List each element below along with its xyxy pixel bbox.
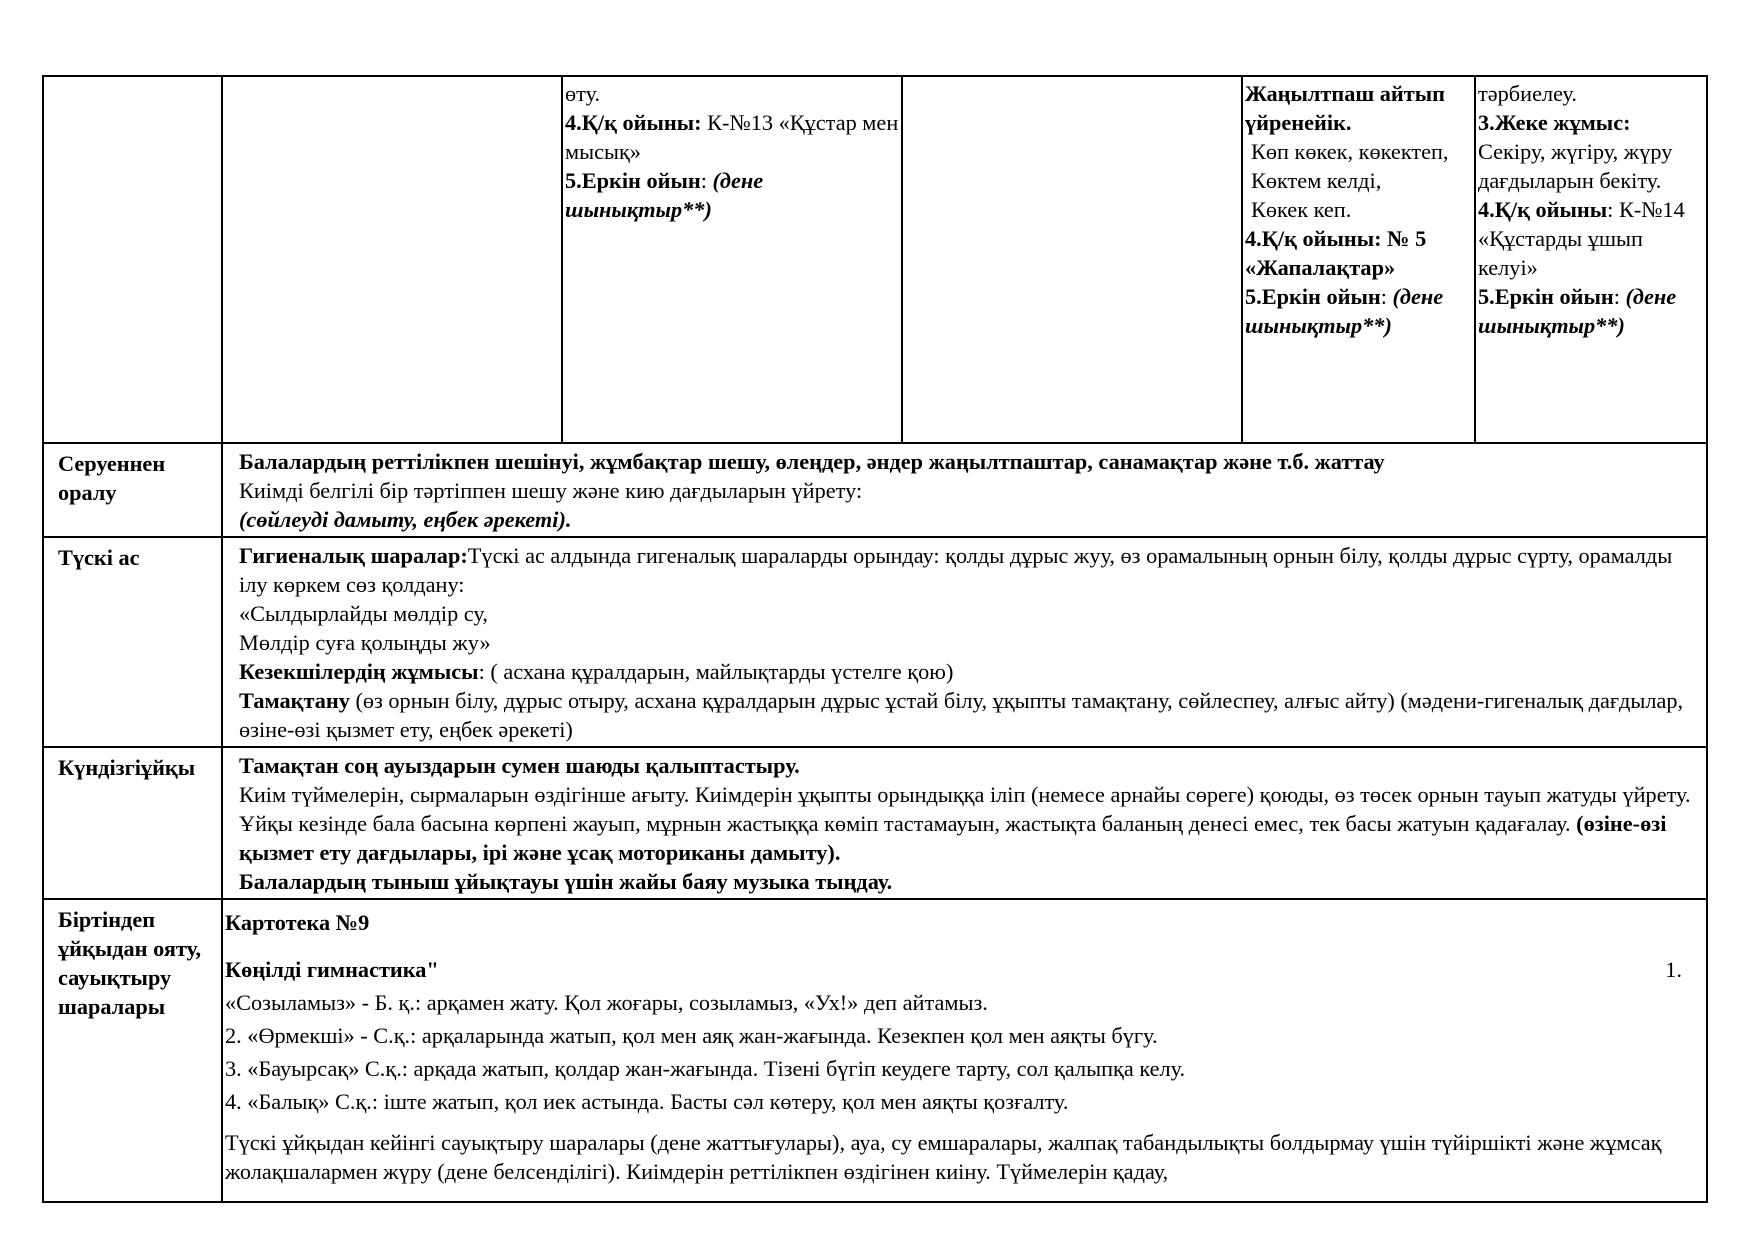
- exercise-item: «Созыламыз» - Б. қ.: арқамен жату. Қол жоғары, созыламыз, «Ух!» деп айтамыз.: [225, 990, 988, 1015]
- game-text: К-№13 «Құстар мен мысық»: [565, 110, 899, 164]
- duty-paragraph: Кезекшілердің жұмысы: ( асхана құралдарын, майлықтарды үстелге қою): [239, 659, 954, 684]
- day-cell-2: [562, 76, 902, 443]
- verse-line: «Сылдырлайды мөлдір су,: [239, 601, 488, 626]
- row-label: Түскі ас: [43, 537, 222, 747]
- card-title: Картотека №9: [225, 910, 370, 935]
- game-line: 4.Қ/қ ойыны: № 5 «Жапалақтар»: [1245, 226, 1427, 280]
- free-play-label: 5.Еркін ойын: [565, 168, 701, 193]
- eating-label: Тамақтану: [239, 688, 350, 713]
- row-content: [222, 747, 1707, 899]
- game-line: [565, 108, 899, 166]
- wake-row: [43, 899, 1707, 1202]
- row-content: [222, 443, 1707, 537]
- poem-line: Көкек кеп.: [1251, 197, 1352, 222]
- game-line: 4.Қ/қ ойыны: К-№14 «Құстарды ұшып келуі»: [1478, 197, 1685, 280]
- exercise-item: 2. «Өрмекші» - С.қ.: арқаларында жатып, қол мен аяқ жан-жағында. Кезекпен қол мен аяқты бүгу.: [225, 1023, 1158, 1048]
- individual-work-label: 3.Жеке жұмыс:: [1478, 110, 1631, 135]
- daily-plan-table: [42, 75, 1708, 1203]
- hygiene-label: Гигиеналық шаралар:: [239, 543, 468, 568]
- free-play-note: (дене шынықтыр**): [565, 168, 764, 222]
- lunch-row: [43, 537, 1707, 747]
- row-content: [222, 537, 1707, 747]
- free-play-note: (дене шынықтыр**): [1245, 284, 1444, 338]
- row-label: Күндізгіұйқы: [43, 747, 222, 899]
- row-content: [222, 899, 1707, 1202]
- day-cell-5: [1475, 76, 1707, 443]
- free-play-note: (дене шынықтыр**): [1478, 284, 1677, 338]
- nap-row: [43, 747, 1707, 899]
- text-line: тәрбиелеу.: [1478, 81, 1577, 106]
- verse-line: Мөлдір суға қолыңды жу»: [239, 630, 491, 655]
- eating-paragraph: Тамақтану (өз орнын білу, дұрыс отыру, асхана құралдарын дұрыс ұстай білу, ұқыпты тамақтану, сөйлеспеу, алғыс айту) (мәдени-гигеналық дағдылар, өзіне-өзі қызмет ету, еңбек әрекеті): [239, 688, 1684, 742]
- free-play-line: 5.Еркін ойын: (дене шынықтыр**): [565, 168, 764, 222]
- exercise-title: Көңілді гимнастика": [225, 957, 439, 982]
- poem-line: Көктем келді,: [1251, 168, 1382, 193]
- row-label: Біртіндеп ұйқыдан ояту, сауықтыру шаралары: [43, 899, 222, 1202]
- game-label: 4.Қ/қ ойыны:: [565, 110, 702, 135]
- poem-line: Көп көкек, көкектеп,: [1251, 139, 1449, 164]
- bold-line: Балалардың реттілікпен шешінуі, жұмбақтар шешу, өлеңдер, әндер жаңылтпаштар, санамақтар және т.б. жаттау: [239, 449, 1385, 474]
- hygiene-paragraph: Гигиеналық шаралар:Түскі ас алдында гигеналық шараларды орындау: қолды дұрыс жуу, өз орамалының орнын білу, қолды дұрыс сүрту, орамалды ілу көркем сөз қолдану:: [239, 543, 1673, 597]
- day-cell-1: [222, 76, 562, 443]
- row-label: Серуеннен оралу: [43, 443, 222, 537]
- after-nap-paragraph: Түскі ұйқыдан кейінгі сауықтыру шаралары (дене жаттығулары), ауа, су емшаралары, жалпақ табандылықты болдырмау үшін түйіршікті және жұмсақ жолақшалармен жүру (дене белсенділігі). Киімдерін реттілікпен өздігінен киіну. Түймелерін қадау,: [225, 1130, 1662, 1184]
- day-cell-3: [902, 76, 1242, 443]
- duty-label: Кезекшілердің жұмысы: [239, 659, 479, 684]
- italic-note: (сөйлеуді дамыту, еңбек әрекеті).: [239, 507, 572, 532]
- bold-line: Балалардың тыныш ұйықтауы үшін жайы баяу музыка тыңдау.: [239, 869, 893, 894]
- bold-line: Тамақтан соң ауыздарын сумен шаюды қалыптастыру.: [239, 753, 800, 778]
- item-number: 1.: [1665, 957, 1682, 982]
- free-play-line: 5.Еркін ойын: (дене шынықтыр**): [1245, 284, 1444, 338]
- text-line: өту.: [565, 81, 601, 106]
- exercise-item: 3. «Бауырсақ» С.қ.: арқада жатып, қолдар жан-жағында. Тізені бүгіп кеудеге тарту, сол қалыпқа келу.: [225, 1056, 1186, 1081]
- text-line: Киімді белгілі бір тәртіппен шешу және кию дағдыларын үйрету:: [239, 478, 863, 503]
- exercise-item: 4. «Балық» С.қ.: іште жатып, қол иек астында. Басты сәл көтеру, қол мен аяқты қозғалту.: [225, 1089, 1069, 1114]
- nap-paragraph: Киім түймелерін, сырмаларын өздігінше ағыту. Киімдерін ұқыпты орындыққа іліп (немесе арнайы сөреге) қоюды, өз төсек орнын тауып жатуды үйрету. Ұйқы кезінде бала басына көрпені жауып, мұрнын жастыққа көміп тастамауын, жастықта баланың денесі емес, тек басы жатуын қадағалау. (өзіне-өзі қызмет ету дағдылары, ірі және ұсақ моториканы дамыту).: [239, 782, 1691, 865]
- continuation-row: [43, 76, 1707, 443]
- exercise-title-row: [225, 955, 1682, 984]
- tongue-twister-heading: Жаңылтпаш айтып үйренейік.: [1245, 81, 1445, 135]
- label-cell-empty: [43, 76, 222, 443]
- individual-work-text: Секіру, жүгіру, жүру дағдыларын бекіту.: [1478, 139, 1673, 193]
- free-play-line: 5.Еркін ойын: (дене шынықтыр**): [1478, 284, 1677, 338]
- return-walk-row: [43, 443, 1707, 537]
- day-cell-4: [1242, 76, 1475, 443]
